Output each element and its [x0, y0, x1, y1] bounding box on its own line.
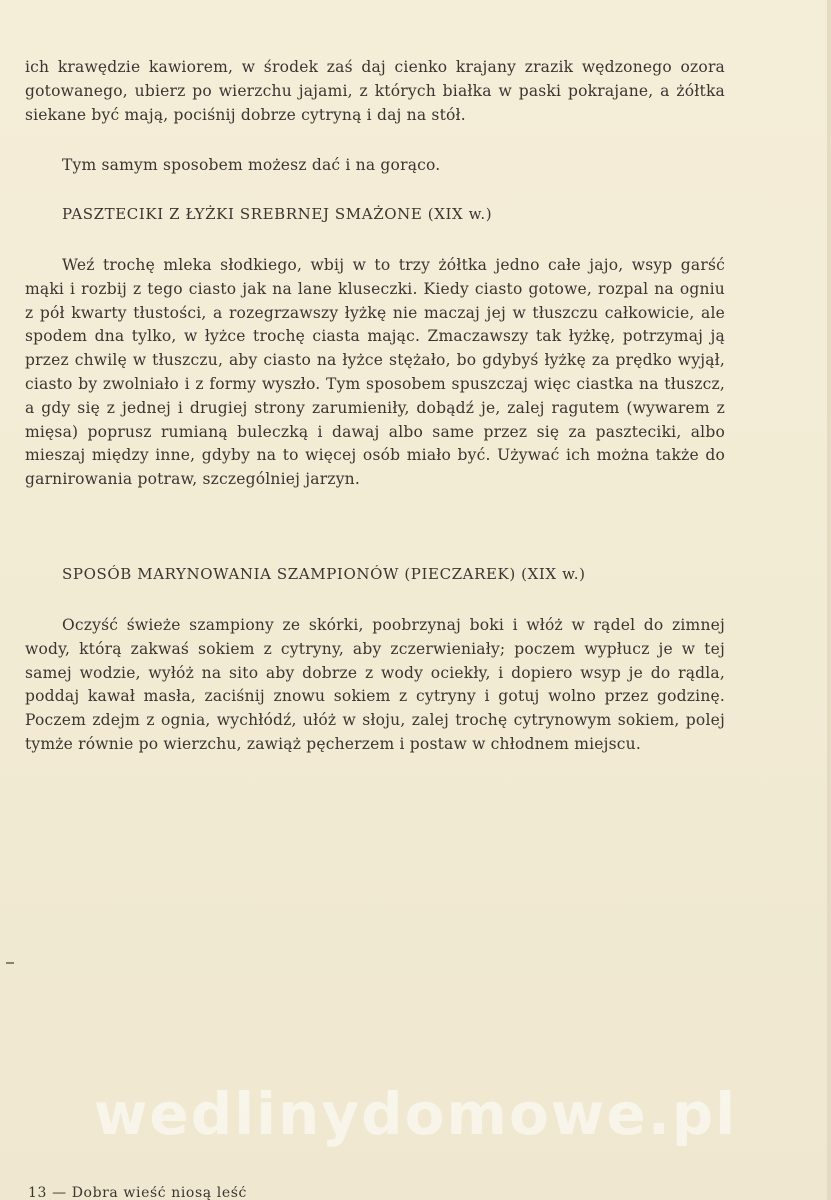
page-footer: 13 — Dobra wieść niosą leść: [28, 1186, 247, 1200]
recipe-heading-szampiony: SPOSÓB MARYNOWANIA SZAMPIONÓW (PIECZAREK) (XIX w.): [62, 565, 586, 583]
margin-mark: [6, 962, 14, 964]
intro-paragraph: ich krawędzie kawiorem, w środek zaś daj cienko krajany zrazik wędzonego ozora gotowanego, ubierz po wierzchu jajami, z których białka w paski pokrajane, a żółtka siekane być mają, pociśnij dobrze cytryną i daj na stół.: [25, 58, 725, 124]
intro-paragraph-2: Tym samym sposobem możesz dać i na gorąco.: [62, 156, 441, 174]
recipe-body-szampiony: Oczyść świeże szampiony ze skórki, poobrzynaj boki i włóż w rądel do zimnej wody, którą zakwaś sokiem z cytryny, aby zczerwieniały; poczem wypłucz je w tej samej wodzie, wyłóż na sito aby dobrze z wody ociekły, i dopiero wsyp je do rądla, poddaj kawał masła, zaciśnij znowu sokiem z cytryny i gotuj wolno przez godzinę. Poczem zdejm z ognia, wychłódź, ułóż w słoju, zalej trochę cytrynowym sokiem, polej tymże równie po wierzchu, zawiąż pęcherzem i postaw w chłodnem miejscu.: [25, 616, 725, 753]
page-edge: [827, 0, 831, 1200]
recipe-body-paszteciki: Weź trochę mleka słodkiego, wbij w to trzy żółtka jedno całe jajo, wsyp garść mąki i rozbij z tego ciasto jak na lane kluseczki. Kiedy ciasto gotowe, rozpal na ogniu z pół kwarty tłustości, a rozegrzawszy łyżkę nie maczaj jej w tłuszczu całkowicie, ale spodem dna tylko, w łyżce trochę ciasta mając. Zmaczawszy tak łyżkę, potrzymaj ją przez chwilę w tłuszczu, aby ciasto na łyżce stężało, bo gdybyś łyżkę za prędko wyjął, ciasto by zwolniało i z formy wyszło. Tym sposobem spuszczaj więc ciastka na tłuszcz, a gdy się z jednej i drugiej strony zarumieniły, dobądź je, zalej ragutem (wywarem z mięsa) poprusz rumianą buleczką i dawaj albo same przez się za paszteciki, albo mieszaj między inne, gdyby na to więcej osób miało być. Używać ich można także do garnirowania potraw, szczególniej jarzyn.: [25, 256, 725, 489]
recipe-heading-paszteciki: PASZTECIKI Z ŁYŻKI SREBRNEJ SMAŻONE (XIX w.): [62, 205, 493, 223]
watermark: wedlinydomowe.pl: [93, 1080, 738, 1148]
